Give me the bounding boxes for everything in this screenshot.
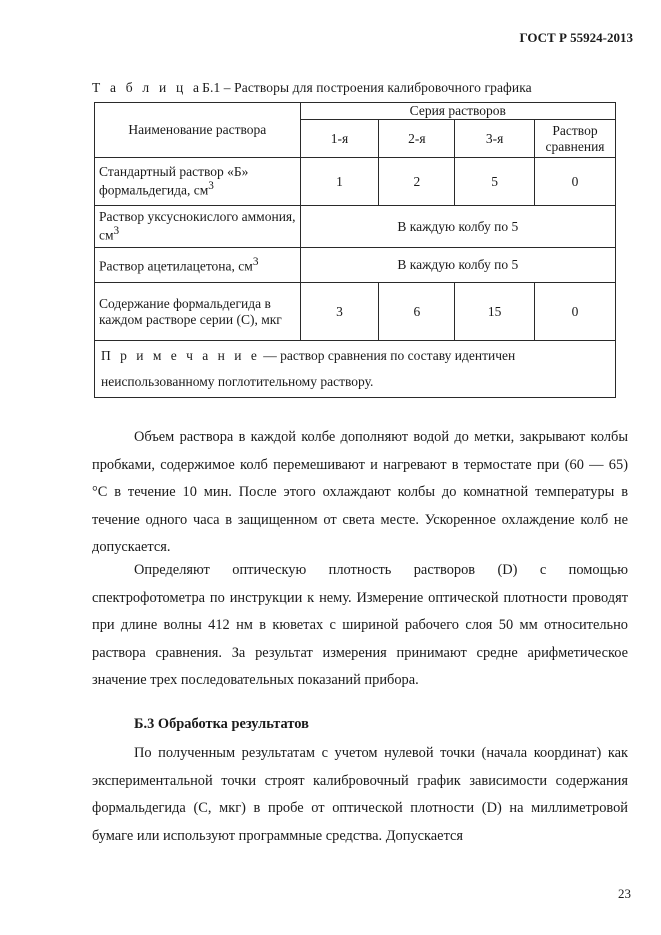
table-caption-text: Б.1 – Растворы для построения калибровочного графика (202, 80, 532, 95)
header-reference: Раствор сравнения (535, 120, 616, 158)
row-value: 1 (300, 158, 379, 206)
document-id: ГОСТ Р 55924-2013 (519, 30, 633, 45)
row-value: 3 (300, 283, 379, 341)
page-number: 23 (618, 886, 631, 901)
row-name (95, 248, 301, 283)
table-row (95, 206, 616, 248)
note-label: П р и м е ч а н и е (101, 348, 260, 363)
paragraph-results: По полученным результатам с учетом нулевой точки (начала координат) как экспериментальной точки строят калибровочный график зависимости содержания формальдегида (С, мкг) в пробе от оптической плотности (D) на миллиметровой бумаге или используют программные средства. Допускается (92, 745, 628, 844)
row-name (95, 158, 301, 206)
solutions-table (94, 102, 616, 398)
row-value: 0 (535, 158, 616, 206)
note-text: — раствор сравнения по составу идентичен неиспользованному поглотительному раствору. (101, 348, 516, 389)
row-name-text: Стандартный раствор «Б» формальдегида, см (99, 164, 249, 198)
row-span-value: В каждую колбу по 5 (300, 248, 615, 283)
row-value: 6 (379, 283, 455, 341)
row-value: 15 (455, 283, 535, 341)
table-caption-label: Т а б л и ц а (92, 80, 203, 95)
header-series-2: 2-я (379, 120, 455, 158)
paragraph-optical-density: Определяют оптическую плотность растворов (D) с помощью спектрофотометра по инструкции к нему. Измерение оптической плотности проводят при длине волны 412 нм в кюветах с шириной рабочего слоя 50 мм относительно раствора сравнения. За результат измерения принимают средне арифметическое значение трех последовательных показаний прибора. (92, 562, 628, 689)
row-span-value: В каждую колбу по 5 (300, 206, 615, 248)
header-series-3: 3-я (455, 120, 535, 158)
row-name-text: Раствор уксуснокислого аммония, см (99, 209, 296, 243)
header-series-1: 1-я (300, 120, 379, 158)
table-caption (92, 80, 532, 96)
table-note-row (95, 341, 616, 398)
row-name (95, 206, 301, 248)
table-row (95, 248, 616, 283)
row-name-sup: 3 (113, 225, 120, 238)
row-value: 2 (379, 158, 455, 206)
row-name-text: Раствор ацетилацетона, см (99, 258, 253, 274)
paragraph-cooling: Объем раствора в каждой колбе дополняют водой до метки, закрывают колбы пробками, содержимое колб перемешивают и нагревают в термостате при (60 — 65) °С в течение 10 мин. После этого охлаждают колбы до комнатной температуры в течение одного часа в защищенном от света месте. Ускоренное охлаждение колб не допускается. (92, 429, 628, 556)
section-title: Б.3 Обработка результатов (134, 716, 309, 732)
table-row (95, 283, 616, 341)
row-name-sup: 3 (208, 180, 214, 193)
row-name-sup: 3 (252, 255, 259, 268)
table-row (95, 158, 616, 206)
header-name: Наименование раствора (95, 103, 301, 158)
header-series: Серия растворов (300, 103, 615, 120)
row-value: 0 (535, 283, 616, 341)
row-value: 5 (455, 158, 535, 206)
table-note (95, 341, 616, 398)
row-name: Содержание формальдегида в каждом растворе серии (С), мкг (95, 283, 301, 341)
